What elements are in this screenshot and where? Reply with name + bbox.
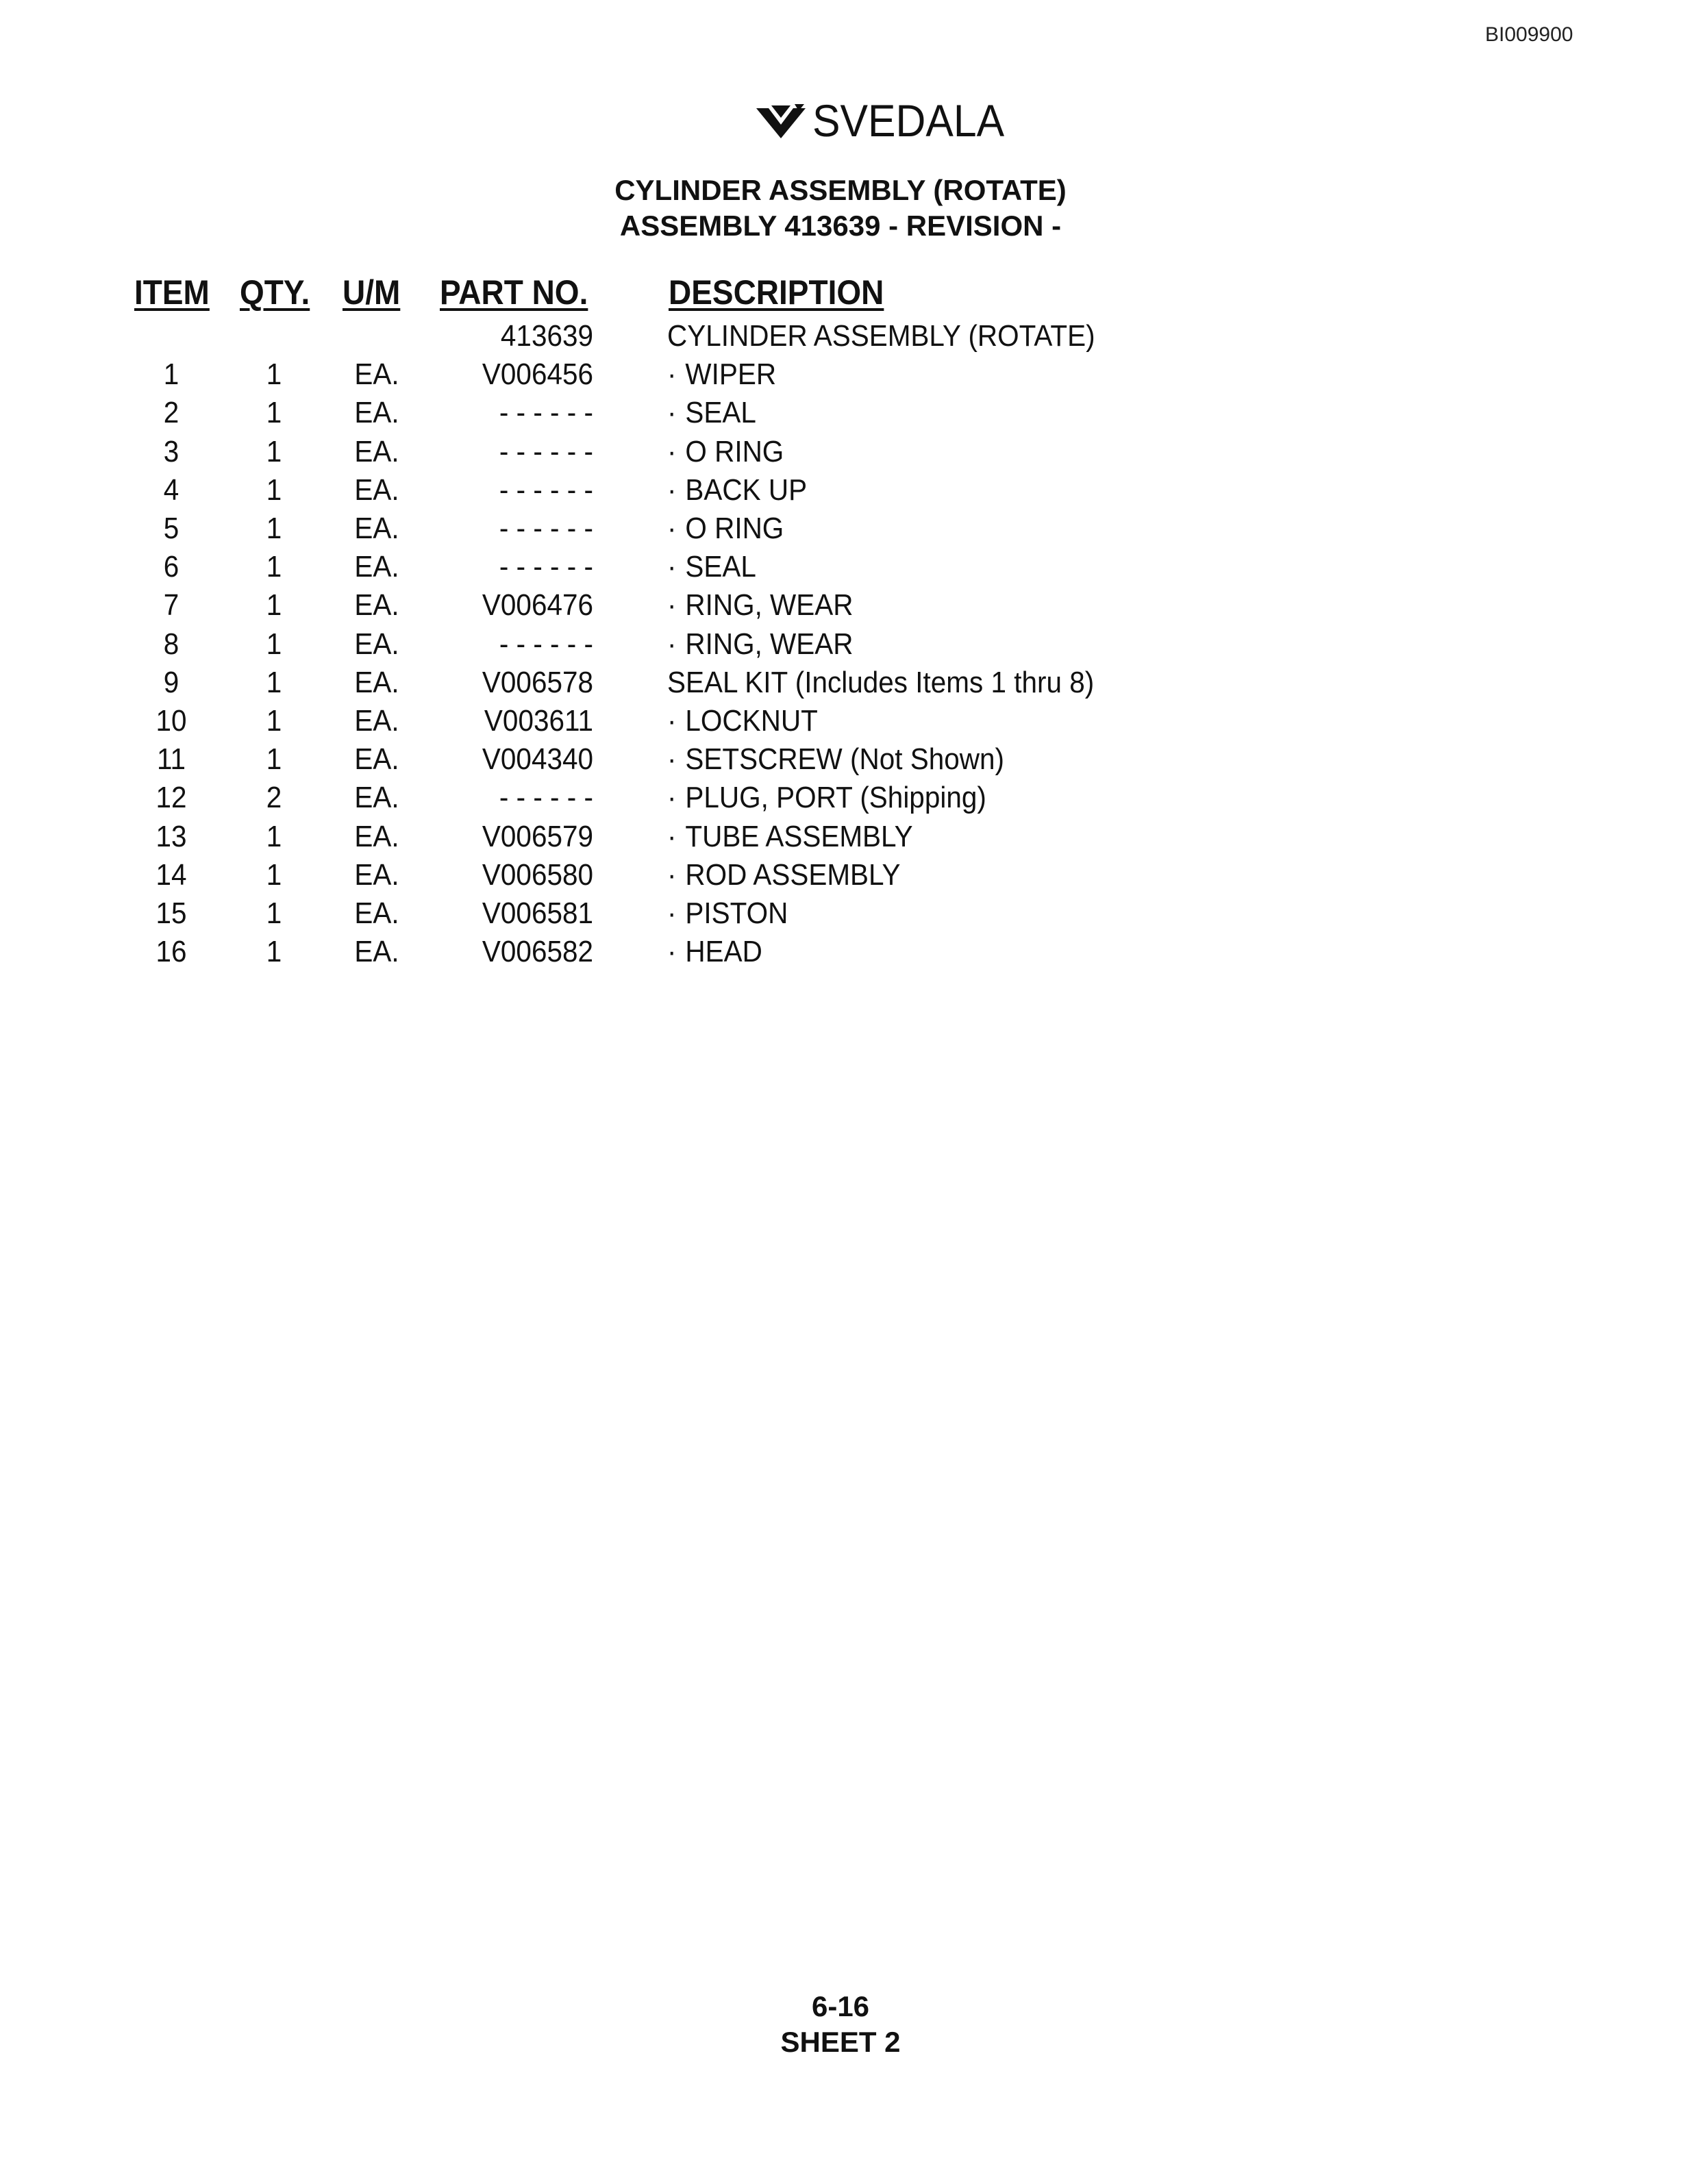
item-unit: EA. [354,819,399,853]
item-part-number: - - - - - - [499,473,593,507]
item-description-text: TUBE ASSEMBLY [685,819,913,853]
item-quantity: 1 [266,627,282,661]
item-quantity: 1 [266,357,282,392]
item-unit: EA. [354,434,399,468]
table-row [0,627,1681,666]
item-part-number: - - - - - - [499,627,593,661]
item-unit: EA. [354,857,399,892]
item-description-text: BACK UP [685,473,808,507]
item-description-text: ROD ASSEMBLY [685,857,901,892]
item-unit: EA. [354,742,399,777]
item-unit: EA. [354,896,399,930]
item-number: 6 [163,550,179,584]
table-row [0,896,1681,935]
item-description-text: SEAL [685,396,756,430]
item-part-number: V006580 [482,857,593,892]
item-description-text: SEAL KIT (Includes Items 1 thru 8) [667,665,1095,699]
item-description [667,627,854,662]
table-row [0,357,1681,396]
item-part-number: 413639 [500,319,593,353]
item-part-number: V006582 [482,935,593,969]
item-quantity: 1 [266,704,282,738]
item-unit: EA. [354,935,399,969]
table-row [0,666,1681,704]
item-number: 13 [155,819,187,853]
header-item: ITEM [134,273,210,312]
item-description-text: LOCKNUT [685,704,818,738]
item-description [667,666,1094,700]
item-number: 10 [155,704,187,738]
item-part-number: - - - - - - [499,781,593,815]
item-part-number: - - - - - - [499,512,593,545]
item-unit: EA. [354,781,399,815]
item-unit: EA. [354,704,399,738]
item-description-text: WIPER [685,357,777,392]
svedala-logo [754,93,1021,148]
item-description-text: HEAD [685,935,762,969]
bullet-marker: · [667,396,677,430]
table-row [0,473,1681,512]
item-description [667,858,901,892]
item-description [667,435,784,469]
bullet-marker: · [667,781,677,815]
item-number: 4 [163,473,179,507]
item-number: 3 [163,434,179,468]
bullet-marker: · [667,473,677,507]
bullet-marker: · [667,704,677,738]
item-description-text: RING, WEAR [685,588,854,623]
svedala-diamond-logo-icon [754,101,810,140]
bullet-marker: · [667,742,677,777]
assembly-revision: ASSEMBLY 413639 - REVISION - [619,210,1062,242]
item-quantity: 1 [266,473,282,507]
item-description [667,935,762,969]
item-number: 8 [163,627,179,661]
item-description-text: PLUG, PORT (Shipping) [685,781,986,815]
table-row [0,588,1681,627]
item-number: 2 [163,396,179,430]
item-number: 14 [155,857,187,892]
item-description [667,550,756,584]
table-row [0,781,1681,819]
item-description [667,396,756,430]
item-part-number: - - - - - - [499,434,593,468]
item-part-number: V006476 [482,588,593,623]
bullet-marker: · [667,935,677,969]
item-part-number: V006581 [482,896,593,930]
table-row [0,396,1681,434]
item-number: 16 [155,935,187,969]
header-part-no: PART NO. [440,273,588,312]
table-row [0,820,1681,858]
item-unit: EA. [354,588,399,623]
bullet-marker: · [667,434,677,468]
table-row [0,319,1681,357]
item-description-text: O RING [685,434,784,468]
bullet-marker: · [667,627,677,661]
bullet-marker: · [667,819,677,853]
table-row [0,704,1681,742]
item-quantity: 1 [266,935,282,969]
item-quantity: 1 [266,512,282,545]
header-um: U/M [343,273,401,312]
item-description-text: PISTON [685,896,788,930]
item-unit: EA. [354,512,399,545]
document-id: BI009900 [1485,23,1573,46]
bullet-marker: · [667,896,677,930]
item-part-number: V006456 [482,357,593,392]
item-number: 5 [163,512,179,545]
item-part-number: - - - - - - [499,550,593,584]
item-part-number: V006578 [482,665,593,699]
table-row [0,512,1681,550]
item-quantity: 1 [266,396,282,430]
item-quantity: 1 [266,665,282,699]
sheet-number: SHEET 2 [780,2026,901,2058]
item-quantity: 1 [266,434,282,468]
bullet-marker: · [667,857,677,892]
item-unit: EA. [354,396,399,430]
item-quantity: 2 [266,781,282,815]
item-quantity: 1 [266,819,282,853]
item-description [667,704,818,738]
item-unit: EA. [354,550,399,584]
item-description [667,588,854,623]
item-part-number: V003611 [484,704,593,738]
table-row [0,742,1681,781]
bullet-marker: · [667,512,677,545]
item-unit: EA. [354,473,399,507]
document-title: CYLINDER ASSEMBLY (ROTATE) [614,174,1067,206]
logo-text: SVEDALA [812,95,1005,146]
item-number: 1 [163,357,179,392]
item-description-text: RING, WEAR [685,627,854,661]
item-description [667,781,986,815]
item-description [667,319,1095,353]
item-part-number: V006579 [482,819,593,853]
bullet-marker: · [667,357,677,392]
item-number: 12 [155,781,187,815]
item-description-text: O RING [685,512,784,545]
item-quantity: 1 [266,588,282,623]
item-unit: EA. [354,665,399,699]
table-row [0,435,1681,473]
item-quantity: 1 [266,857,282,892]
item-part-number: V004340 [482,742,593,777]
item-description [667,896,788,931]
item-number: 9 [163,665,179,699]
item-quantity: 1 [266,550,282,584]
item-number: 11 [156,742,186,777]
table-row [0,935,1681,973]
item-unit: EA. [354,627,399,661]
item-description-text: CYLINDER ASSEMBLY (ROTATE) [667,319,1095,353]
header-qty: QTY. [240,273,310,312]
item-description [667,357,776,392]
bullet-marker: · [667,550,677,584]
item-quantity: 1 [266,896,282,930]
item-quantity: 1 [266,742,282,777]
item-number: 15 [155,896,187,930]
item-part-number: - - - - - - [499,396,593,430]
item-number: 7 [163,588,179,623]
item-description [667,473,807,507]
table-row [0,550,1681,588]
table-row [0,858,1681,896]
item-description-text: SETSCREW (Not Shown) [685,742,1004,777]
bullet-marker: · [667,588,677,623]
item-description [667,512,784,546]
item-description [667,820,913,854]
page-number: 6-16 [811,1990,870,2022]
item-unit: EA. [354,357,399,392]
item-description-text: SEAL [685,550,756,584]
item-description [667,742,1004,777]
header-description: DESCRIPTION [669,273,884,312]
